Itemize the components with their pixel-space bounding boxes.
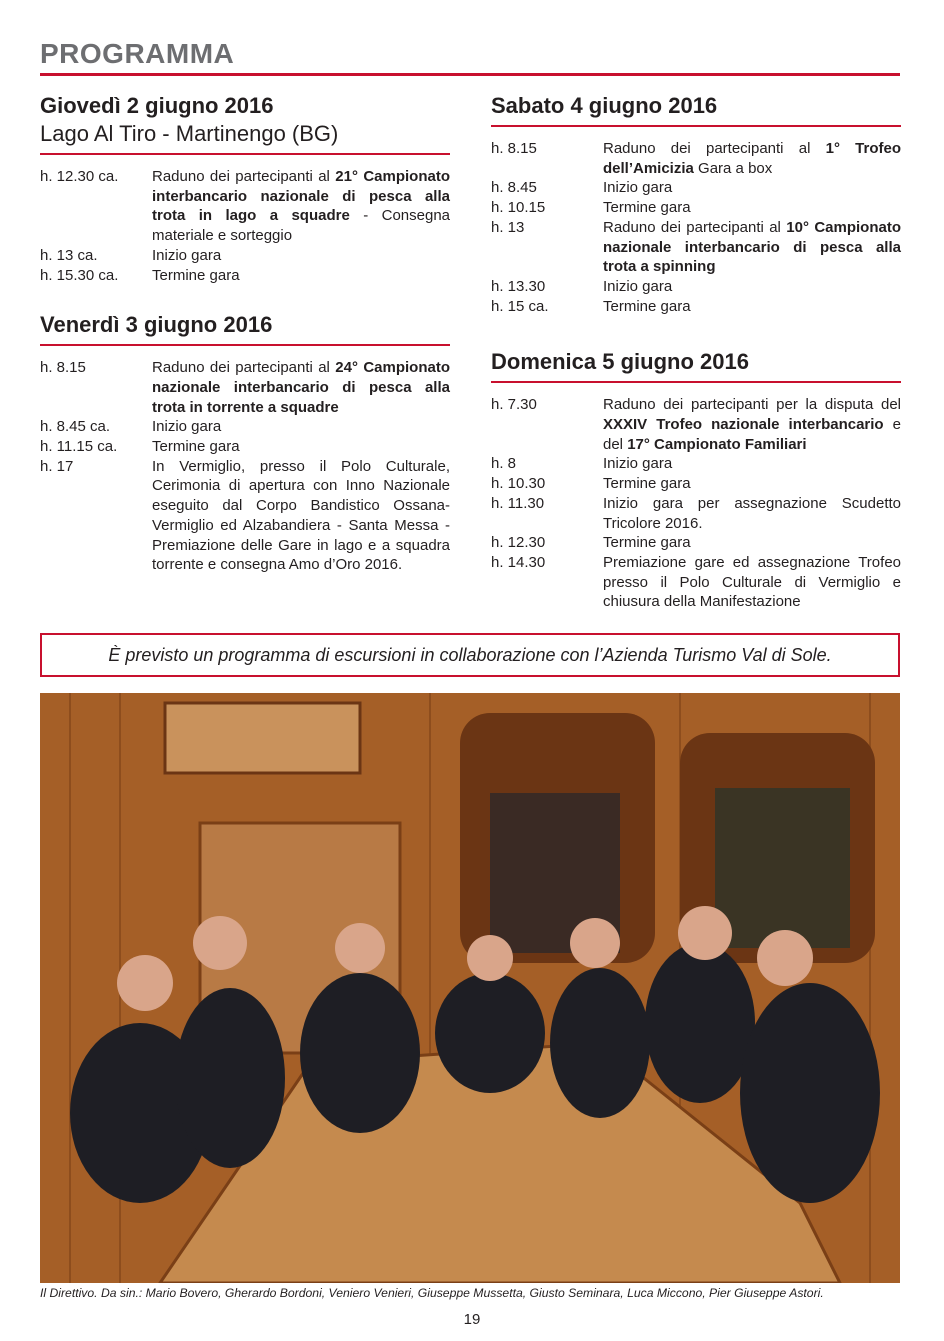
event-text: Raduno dei partecipanti al	[603, 218, 787, 236]
event-highlight: 17° Campionato Familiari	[627, 435, 807, 453]
event-time: h. 10.30	[491, 475, 546, 493]
excursion-notice: È previsto un programma di escursioni in collaborazione con l’Azienda Turismo Val di Sole.	[40, 633, 900, 677]
event-description	[152, 266, 450, 286]
event-description	[603, 198, 901, 218]
event-time: h. 14.30	[491, 553, 546, 571]
day-divider	[491, 381, 901, 383]
day-friday	[40, 311, 450, 575]
event-time: h. 13 ca.	[40, 246, 98, 264]
event-time: h. 15.30 ca.	[40, 266, 119, 284]
event-time: h. 8.45 ca.	[40, 418, 111, 436]
day-divider	[40, 344, 450, 346]
day-thursday	[40, 92, 450, 285]
event-row	[491, 533, 901, 553]
event-time: h. 13	[491, 218, 525, 236]
event-description	[152, 437, 450, 457]
event-row	[491, 474, 901, 494]
event-text: Inizio gara	[152, 418, 222, 436]
event-highlight: 21° Campionato interbancario nazionale di pesca alla trota in lago a squadre	[152, 168, 450, 225]
event-description	[152, 167, 450, 246]
event-highlight: XXXIV Trofeo nazionale interbancario	[603, 416, 884, 434]
event-row	[40, 246, 450, 266]
event-text: In Vermiglio, presso il Polo Culturale, Cerimonia di apertura con Inno Nazionale eseguito dal Corpo Bandistico Ossana-Vermiglio ed Alzabandiera - Santa Messa - Premiazione delle Gare in lago e a squadra torrente e consegna Amo d’Oro 2016.	[152, 457, 450, 574]
day-sunday	[491, 348, 901, 612]
event-time: h. 11.30	[491, 494, 545, 512]
event-description	[603, 218, 901, 277]
event-time: h. 12.30 ca.	[40, 168, 119, 185]
event-row	[491, 297, 901, 317]
photo-caption: Il Direttivo. Da sin.: Mario Bovero, Gherardo Bordoni, Veniero Venieri, Giuseppe Mussetta, Giusto Seminara, Luca Miccono, Pier Giuseppe Astori.	[40, 1286, 824, 1300]
event-list	[491, 395, 901, 612]
event-row	[40, 417, 450, 437]
event-text: Termine gara	[603, 297, 691, 315]
event-text: Gara a box	[693, 159, 773, 177]
event-highlight: 10° Campionato nazionale interbancario di pesca alla trota a spinning	[603, 218, 901, 276]
right-column	[491, 92, 901, 630]
event-description	[603, 474, 901, 494]
event-time: h. 8.15	[491, 140, 537, 157]
event-text: Inizio gara	[603, 455, 673, 473]
event-time: h. 12.30	[491, 534, 546, 552]
day-title: Giovedì 2 giugno 2016	[40, 93, 274, 118]
title-divider	[40, 73, 900, 76]
event-row	[491, 494, 901, 533]
day-title: Domenica 5 giugno 2016	[491, 349, 749, 375]
event-description	[152, 417, 450, 437]
event-description	[603, 553, 901, 612]
event-text: Termine gara	[152, 438, 240, 456]
day-divider	[491, 125, 901, 127]
event-time: h. 11.15 ca.	[40, 438, 118, 456]
event-row	[40, 266, 450, 286]
event-highlight: 24° Campionato nazionale interbancario di pesca alla trota in torrente a squadre	[152, 359, 450, 416]
day-title: Sabato 4 giugno 2016	[491, 93, 718, 118]
event-text: Inizio gara	[603, 179, 673, 197]
event-time: h. 8	[491, 455, 517, 473]
event-time: h. 7.30	[491, 396, 537, 414]
event-text: e del	[603, 416, 901, 453]
event-row	[491, 198, 901, 218]
event-text: Termine gara	[603, 199, 691, 217]
event-text: - Consegna materiale e sorteggio	[152, 207, 450, 245]
page-number: 19	[463, 1311, 481, 1328]
event-list	[40, 167, 450, 285]
event-description	[603, 277, 901, 297]
event-row	[491, 454, 901, 474]
event-row	[40, 358, 450, 417]
event-description	[603, 395, 901, 454]
event-description	[603, 533, 901, 553]
left-column	[40, 92, 450, 593]
event-text: Termine gara	[603, 475, 691, 493]
event-text: Raduno dei partecipanti al	[152, 359, 336, 377]
group-photo	[40, 693, 900, 1283]
event-list	[491, 139, 901, 316]
event-text: Inizio gara	[603, 277, 673, 295]
event-time: h. 8.15	[40, 359, 86, 377]
event-description	[152, 358, 450, 417]
event-description	[603, 454, 901, 474]
event-list	[40, 358, 450, 575]
event-highlight: 1° Trofeo dell’Amicizia	[603, 140, 901, 177]
group-photo-illustration	[40, 693, 900, 1283]
event-description	[603, 494, 901, 533]
event-row	[40, 437, 450, 457]
event-time: h. 17	[40, 457, 74, 475]
event-text: Termine gara	[152, 266, 240, 284]
day-title: Venerdì 3 giugno 2016	[40, 312, 273, 338]
event-row	[40, 457, 450, 575]
event-row	[491, 178, 901, 198]
event-text: Inizio gara	[152, 246, 222, 264]
event-description	[152, 246, 450, 266]
event-text: Raduno dei partecipanti al	[603, 140, 826, 157]
event-description	[603, 178, 901, 198]
event-row	[491, 139, 901, 178]
event-row	[491, 395, 901, 454]
event-row	[491, 553, 901, 612]
event-description	[603, 139, 901, 178]
event-text: Raduno dei partecipanti per la disputa del	[603, 396, 901, 414]
event-text: Premiazione gare ed assegnazione Trofeo presso il Polo Culturale di Vermiglio e chiusura della Manifestazione	[603, 553, 901, 611]
event-time: h. 13.30	[491, 277, 546, 295]
day-saturday	[491, 92, 901, 316]
event-row	[40, 167, 450, 246]
day-divider	[40, 153, 450, 155]
event-text: Raduno dei partecipanti al	[152, 168, 336, 185]
event-time: h. 10.15	[491, 199, 546, 217]
event-time: h. 15 ca.	[491, 297, 549, 315]
event-time: h. 8.45	[491, 179, 537, 197]
event-row	[491, 277, 901, 297]
event-row	[491, 218, 901, 277]
event-description	[603, 297, 901, 317]
page-title: PROGRAMMA	[40, 38, 235, 69]
event-description	[152, 457, 450, 575]
event-text: Inizio gara per assegnazione Scudetto Tricolore 2016.	[603, 494, 901, 532]
event-text: Termine gara	[603, 534, 691, 552]
day-location: Lago Al Tiro - Martinengo (BG)	[40, 121, 339, 146]
